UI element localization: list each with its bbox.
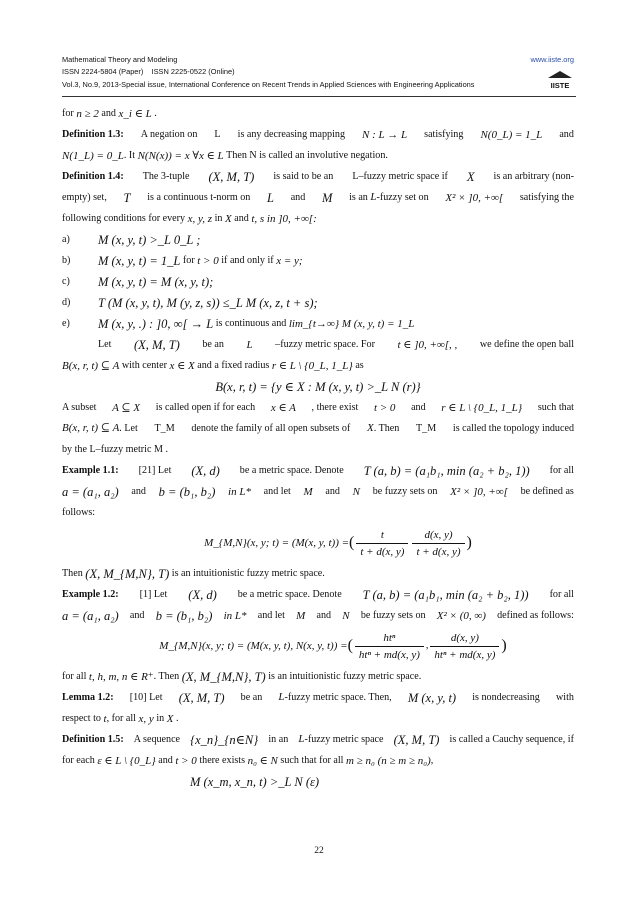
text: satisfying: [424, 128, 464, 140]
open-ball-line2: [62, 355, 574, 376]
example-label: Example 1.2:: [62, 588, 119, 600]
condition-e: [62, 313, 574, 334]
math: T: [123, 190, 131, 205]
math: x, y, z: [187, 212, 213, 225]
text: is continuous and: [215, 317, 287, 329]
math: in L*: [228, 485, 251, 498]
math: M (x, y, t) = M (x, y, t);: [98, 274, 214, 289]
text: -fuzzy metric space: [304, 734, 384, 745]
text: is a continuous t-norm on: [147, 191, 251, 203]
text: –fuzzy metric space. For: [275, 338, 375, 350]
math: x ∈ A: [270, 401, 296, 414]
paren-open: (: [347, 637, 353, 654]
text: . Then: [153, 670, 180, 682]
text: . It: [123, 149, 136, 161]
text: as: [355, 359, 364, 371]
math: L: [370, 191, 377, 203]
example-1-1-line2: [62, 481, 574, 502]
math: X² × ]0, +∞[: [450, 485, 508, 498]
math: x_i ∈ L: [118, 107, 152, 120]
text: in: [156, 712, 165, 724]
math: t, s in ]0, +∞[:: [251, 212, 317, 225]
example-1-2-equation: M_{M,N}(x, y; t) = (M(x, y, t), N(x, y, t)) = ( $\frac{\text{htⁿ}}{\text{htⁿ + md(x, y)}}$ , $\frac{d(x, y)}{\text{htⁿ + md(x, y)}}$ ): [159, 631, 507, 661]
text: we define the open ball: [479, 338, 574, 350]
math: (X, M, T): [134, 337, 180, 352]
math: M: [153, 443, 163, 455]
text: A sequence: [133, 733, 181, 745]
text: and: [129, 609, 145, 621]
text: for all: [549, 464, 574, 476]
definition-1-3-line1: [62, 124, 574, 145]
text: and let: [257, 609, 285, 621]
header-rule: [62, 96, 576, 97]
text: , for all: [106, 712, 136, 724]
math: A ⊆ X: [112, 401, 141, 414]
math: X² × (0, ∞): [436, 609, 486, 622]
math: lim_{t→∞} M (x, y, t) = 1_L: [288, 317, 415, 330]
fraction: [412, 529, 464, 558]
open-ball-equation: [62, 376, 574, 397]
text: denote the family of all open subsets of: [191, 422, 351, 434]
equation-lhs: M_{M,N}(x, y; t) = (M(x, y, t)) =: [204, 537, 350, 549]
volume-line: Vol.3, No.9, 2013-Special issue, International Conference on Recent Trends in Applied Sciences with Engineering Applications: [62, 79, 475, 89]
paren-open: (: [349, 534, 355, 551]
definition-label: Definition 1.5:: [62, 733, 124, 745]
math: T (M (x, y, t), M (y, z, s)) ≤_L M (x, z, t + s);: [98, 295, 318, 310]
text: . Let: [119, 423, 138, 434]
text: and: [411, 401, 426, 413]
text: Then N is called an involutive negation.: [226, 149, 388, 161]
definition-1-4-line3: [62, 208, 574, 229]
fraction: [356, 529, 408, 558]
math: x = y;: [276, 254, 303, 267]
fraction: [430, 632, 499, 661]
math: (X, d): [191, 463, 220, 478]
text: .: [165, 443, 169, 455]
denominator: t + d(x, y): [412, 543, 464, 558]
math: M: [296, 609, 306, 622]
text: is an: [349, 192, 368, 203]
example-1-1-line1: [62, 460, 574, 481]
item-label: d): [62, 296, 71, 308]
text: with center: [121, 359, 167, 371]
equation-lhs: M_{M,N}(x, y; t) = (M(x, y, t), N(x, y, t)) =: [159, 640, 348, 652]
math: {x_n}_{n∈N}: [190, 732, 259, 747]
math: L: [278, 691, 285, 703]
math: t ∈ ]0, +∞[, ,: [397, 338, 458, 351]
math: (X, M_{M,N}, T): [85, 566, 170, 581]
math: x ∈ X: [169, 359, 195, 372]
numerator: d(x, y): [450, 631, 479, 644]
text: is an intuitionistic fuzzy metric space.: [268, 670, 422, 682]
math: N : L → L: [362, 128, 408, 141]
page-header: [62, 54, 574, 91]
math: x, y: [138, 712, 154, 725]
math: B(x, r, t) ⊆ A: [62, 359, 120, 372]
text: be fuzzy sets on: [372, 485, 438, 497]
definition-label: Definition 1.3:: [62, 128, 124, 140]
condition-d: [62, 292, 574, 313]
page-number: 22: [314, 846, 324, 856]
logo-text: IISTE: [550, 81, 570, 90]
math: M (x, y, .) : ]0, ∞[ → L: [98, 316, 214, 331]
text: for all: [549, 588, 574, 600]
example-1-2-conclusion: [62, 666, 574, 687]
math: r ∈ L \ {0_L, 1_L}: [441, 401, 523, 414]
text: and: [316, 609, 332, 621]
item-label: c): [62, 275, 70, 287]
math: M (x, y, t) = 1_L: [98, 253, 181, 268]
math: B(x, r, t) ⊆ A: [62, 422, 120, 434]
text: . Then: [373, 423, 400, 434]
text: such that for all: [280, 754, 344, 766]
math: t > 0: [373, 401, 396, 414]
text: [10] Let: [129, 691, 163, 703]
text: follows:: [62, 506, 96, 518]
equation: M (x_m, x_n, t) >_L N (ε): [190, 774, 320, 789]
text: be an: [240, 691, 263, 703]
definition-1-5-line2: [62, 750, 574, 771]
equation: B(x, r, t) = {y ∈ X : M (x, y, t) >_L N (r)}: [215, 379, 421, 394]
math: X: [224, 212, 232, 225]
text: and: [101, 107, 116, 119]
math: a = (a₁, a₂): [62, 608, 119, 623]
condition-b: [62, 250, 574, 271]
text: -fuzzy set on: [376, 192, 429, 203]
text: for: [62, 107, 74, 119]
math: in L*: [223, 609, 247, 622]
text: be fuzzy sets on: [360, 609, 426, 621]
math: L: [298, 733, 305, 745]
text: The 3-tuple: [142, 170, 190, 182]
text: –fuzzy metric space if: [358, 170, 448, 182]
lemma-1-2-line2: [62, 708, 574, 729]
definition-1-3-line2: [62, 145, 574, 166]
math: N(1_L) = 0_L: [62, 149, 124, 162]
open-set-line3: [62, 439, 574, 460]
math: L: [352, 170, 359, 182]
text: Let: [98, 338, 112, 350]
math: X² × ]0, +∞[: [445, 191, 504, 204]
math: M: [321, 190, 333, 205]
text: and: [234, 212, 249, 224]
example-1-1-line3: [62, 502, 574, 523]
text: and a fixed radius: [197, 359, 270, 371]
math: n₀ ∈ N: [247, 754, 278, 767]
math: T (a, b) = (a₁b₁, min (a₂ + b₂, 1)): [362, 587, 529, 602]
math: ε ∈ L \ {0_L}: [97, 754, 156, 767]
denominator: htⁿ + md(x, y): [430, 646, 499, 661]
math: b = (b₁, b₂): [155, 608, 213, 623]
example-1-1-conclusion: [62, 563, 574, 584]
math: M: [303, 485, 313, 498]
item-label: a): [62, 233, 70, 245]
text: empty) set,: [62, 191, 107, 203]
numerator: htⁿ: [383, 631, 396, 644]
text: respect to: [62, 712, 101, 724]
math: L: [246, 338, 253, 351]
text: is called a Cauchy sequence, if: [449, 733, 574, 745]
math: (X, M, T): [208, 169, 255, 184]
open-set-line2: [62, 418, 574, 439]
paren-close: ): [501, 637, 507, 654]
lemma-label: Lemma 1.2:: [62, 691, 114, 703]
text: satisfying the: [519, 191, 574, 203]
math: (X, M_{M,N}, T): [181, 669, 266, 684]
math: L: [267, 190, 274, 205]
page-body: [62, 103, 574, 792]
text: A subset: [62, 401, 97, 413]
text: be an: [202, 338, 224, 350]
text: for all: [62, 670, 87, 682]
item-label: e): [62, 317, 70, 329]
text: following conditions for every: [62, 212, 186, 224]
text: –fuzzy metric: [95, 443, 152, 455]
math: X: [466, 169, 475, 184]
math: N(0_L) = 1_L: [480, 128, 543, 141]
text: be a metric space. Denote: [239, 464, 344, 476]
definition-1-4-line2: [62, 187, 574, 208]
math: a = (a₁, a₂): [62, 484, 119, 499]
text: be defined as: [520, 485, 574, 497]
text: [21] Let: [138, 464, 172, 476]
math: t: [103, 712, 107, 725]
math: (X, M, T): [393, 732, 440, 747]
example-1-2-line2: [62, 605, 574, 626]
cauchy-condition: [62, 771, 574, 792]
example-1-2-line1: [62, 584, 574, 605]
text: defined as follows:: [497, 609, 574, 621]
lemma-1-2-line1: [62, 687, 574, 708]
text: -fuzzy metric space. Then,: [284, 692, 392, 703]
math: b = (b₁, b₂): [158, 484, 216, 499]
text: and: [559, 128, 574, 140]
text: such that: [537, 401, 574, 413]
definition-label: Definition 1.4:: [62, 170, 124, 182]
text: is an arbitrary (non-: [493, 170, 574, 182]
math: (X, d): [188, 587, 217, 602]
text: if and only if: [221, 254, 274, 266]
math: m ≥ n₀ (n ≥ m ≥ n₀): [346, 754, 431, 767]
text: be a metric space. Denote: [237, 588, 342, 600]
text: for: [182, 254, 195, 266]
denominator: htⁿ + md(x, y): [355, 646, 424, 661]
text: and: [131, 485, 146, 497]
text: and let: [263, 485, 291, 497]
math: X: [166, 712, 174, 725]
text: by the: [62, 443, 87, 455]
definition-1-5-line1: [62, 729, 574, 750]
iiste-logo: [546, 69, 574, 91]
journal-name: Mathematical Theory and Modeling: [62, 55, 178, 64]
math: T_M: [416, 422, 437, 434]
text: is called open if for each: [155, 401, 256, 413]
example-label: Example 1.1:: [62, 464, 119, 476]
item-label: b): [62, 254, 71, 266]
text: A negation on: [140, 128, 198, 140]
math: N(N(x)) = x ∀x ∈ L: [137, 149, 224, 162]
text: [1] Let: [139, 588, 168, 600]
math: L: [214, 128, 221, 140]
math: (X, M, T): [178, 690, 225, 705]
math: M (x, y, t) >_L 0_L ;: [98, 232, 201, 247]
math: M (x, y, t): [407, 690, 457, 705]
condition-a: [62, 229, 574, 250]
definition-1-4-line1: [62, 166, 574, 187]
text: is an intuitionistic fuzzy metric space.: [171, 567, 325, 579]
issn-line: ISSN 2224-5804 (Paper) ISSN 2225-0522 (Online): [62, 67, 235, 77]
text: and: [158, 754, 173, 766]
text: Then: [62, 567, 83, 579]
math: t, h, m, n ∈ R⁺: [88, 670, 154, 683]
numerator: d(x, y): [424, 528, 453, 541]
text: in an: [268, 733, 289, 745]
text: is any decreasing mapping: [237, 128, 345, 140]
math: L: [89, 443, 96, 455]
math: N: [342, 609, 350, 622]
numerator: t: [380, 528, 384, 541]
fraction: [355, 632, 424, 661]
text: for each: [62, 754, 95, 766]
math: T_M: [154, 422, 175, 434]
math: t > 0: [175, 754, 197, 767]
condition-c: [62, 271, 574, 292]
text: , there exist: [311, 401, 359, 413]
text: is called the topology induced: [452, 422, 574, 434]
journal-url[interactable]: www.iiste.org: [530, 55, 574, 64]
text: there exists: [199, 754, 246, 766]
text: .: [175, 712, 179, 724]
text: ,: [430, 754, 434, 766]
text: and: [325, 485, 340, 497]
text: is said to be an: [273, 170, 334, 182]
text: in: [214, 212, 223, 224]
example-1-1-equation: [62, 523, 574, 563]
denominator: t + d(x, y): [356, 543, 408, 558]
line-for-n: for n ≥ 2 and x_i ∈ L .: [62, 107, 157, 120]
math: N: [352, 485, 361, 498]
math: r ∈ L \ {0_L, 1_L}: [271, 359, 353, 372]
text: is nondecreasing: [472, 691, 540, 703]
text: and: [290, 191, 306, 203]
math: T (a, b) = (a₁b₁, min (a₂ + b₂, 1)): [363, 463, 530, 478]
math: n ≥ 2: [76, 107, 99, 120]
paren-close: ): [466, 534, 472, 551]
math: X: [366, 422, 374, 434]
open-ball-line1: [62, 334, 574, 355]
open-set-line1: [62, 397, 574, 418]
math: t > 0: [197, 254, 219, 267]
text: with: [555, 691, 574, 703]
